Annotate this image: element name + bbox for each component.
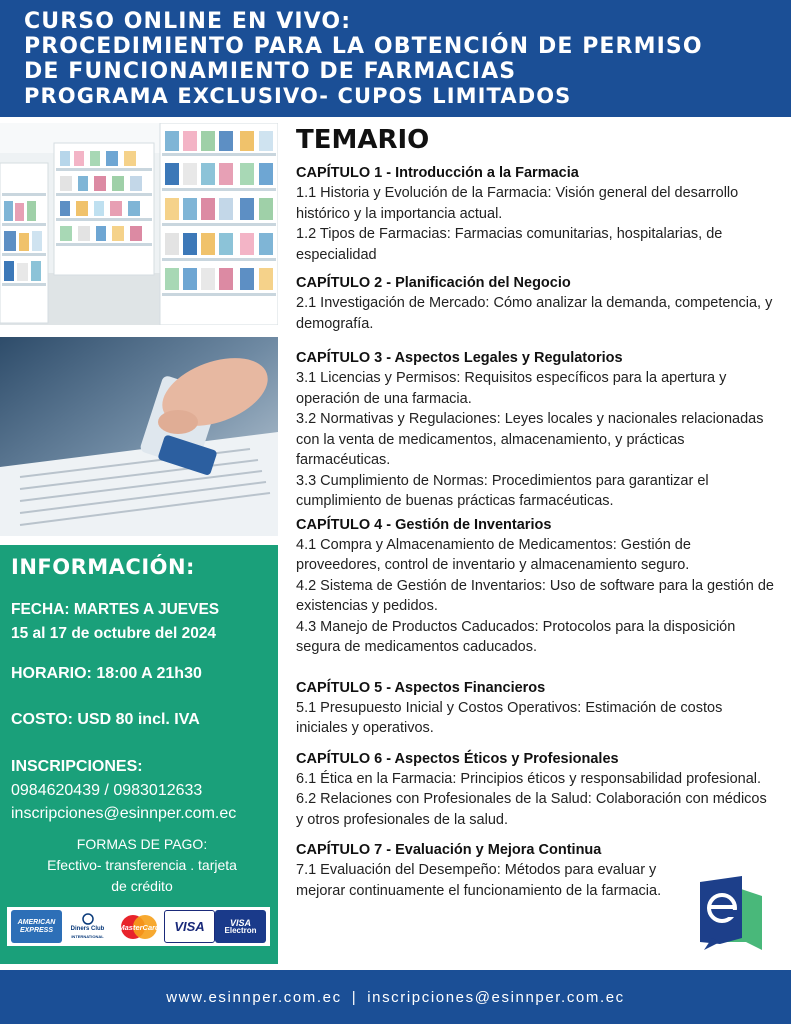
fecha-label: FECHA: MARTES A JUEVES	[11, 601, 220, 618]
chapter-item: 3.3 Cumplimiento de Normas: Procedimientos para garantizar el cumplimiento de buenas prácticas farmacéuticas.	[296, 472, 709, 509]
payment-cards-strip	[7, 907, 270, 946]
payment-methods	[11, 834, 273, 897]
mastercard-logo	[113, 910, 164, 943]
chapter-item: 4.3 Manejo de Productos Caducados: Protocolos para la disposición segura de medicamentos caducados.	[296, 618, 736, 655]
chapter-title: CAPÍTULO 5 - Aspectos Financieros	[296, 679, 546, 696]
chapter-title: CAPÍTULO 4 - Gestión de Inventarios	[296, 516, 552, 533]
info-panel	[0, 545, 278, 964]
mastercard-label: MasterCard	[117, 922, 160, 932]
chapter-item: 3.2 Normativas y Regulaciones: Leyes locales y nacionales relacionadas con la venta de medicamentos, almacenamiento, y prácticas farmacéuticas.	[296, 411, 764, 468]
header-line-1: CURSO ONLINE EN VIVO:	[24, 9, 352, 34]
payment-title: FORMAS DE PAGO:	[76, 836, 208, 852]
diners-label: Diners Club	[70, 925, 105, 932]
footer-email-link[interactable]: inscripciones@esinnper.com.ec	[367, 988, 625, 1006]
footer-website-link[interactable]: www.esinnper.com.ec	[166, 988, 342, 1006]
pharmacy-shelves-photo	[0, 123, 278, 325]
visa-electron-bottom: Electron	[224, 925, 257, 935]
visa-logo: VISA	[164, 910, 215, 943]
payment-line-1: Efectivo- transferencia . tarjeta	[47, 857, 237, 873]
visa-electron-top: VISA	[230, 917, 252, 928]
payment-line-2: de crédito	[111, 878, 173, 894]
chapter-item: 3.1 Licencias y Permisos: Requisitos específicos para la apertura y operación de una farmacia.	[296, 370, 727, 407]
footer-separator: |	[351, 988, 358, 1006]
chapter-title: CAPÍTULO 2 - Planificación del Negocio	[296, 275, 571, 291]
chapter-title: CAPÍTULO 1 - Introducción a la Farmacia	[296, 165, 579, 181]
chapter-item: 6.2 Relaciones con Profesionales de la Salud: Colaboración con médicos y otros profesionales de la salud.	[296, 791, 767, 828]
chapter-4	[296, 515, 776, 658]
chapter-item: 5.1 Presupuesto Inicial y Costos Operativos: Estimación de costos iniciales y operativos.	[296, 699, 723, 736]
course-header	[0, 0, 791, 117]
info-title: INFORMACIÓN:	[11, 555, 195, 579]
fecha-value: 15 al 17 de octubre del 2024	[11, 625, 217, 642]
chapter-title: CAPÍTULO 6 - Aspectos Éticos y Profesionales	[296, 750, 619, 767]
footer-bar	[0, 970, 791, 1024]
temario-section	[296, 123, 776, 909]
chapter-item: 6.1 Ética en la Farmacia: Principios éticos y responsabilidad profesional.	[296, 770, 762, 787]
chapter-title: CAPÍTULO 7 - Evaluación y Mejora Continua	[296, 842, 602, 858]
esinnper-logo	[700, 872, 764, 952]
chapter-item: 2.1 Investigación de Mercado: Cómo analizar la demanda, competencia, y demografía.	[296, 295, 773, 332]
chapter-5	[296, 678, 776, 739]
header-line-2: PROCEDIMIENTO PARA LA OBTENCIÓN DE PERMISO	[24, 34, 703, 59]
phone-numbers: 0984620439 / 0983012633	[11, 782, 203, 799]
chapter-2	[296, 273, 776, 334]
chapter-3	[296, 348, 776, 512]
chapter-title: CAPÍTULO 3 - Aspectos Legales y Regulatorios	[296, 350, 623, 366]
chapter-item: 4.1 Compra y Almacenamiento de Medicamentos: Gestión de proveedores, control de inventario y almacenamiento seguro.	[296, 536, 691, 573]
diners-circle-icon	[81, 913, 95, 925]
diners-sub-label: INTERNATIONAL	[71, 933, 104, 939]
header-line-3: DE FUNCIONAMIENTO DE FARMACIAS	[24, 59, 517, 84]
inscripciones-label: INSCRIPCIONES:	[11, 758, 143, 775]
chapter-item: 4.2 Sistema de Gestión de Inventarios: Uso de software para la gestión de existencias y pedidos.	[296, 577, 774, 614]
costo-text: COSTO: USD 80 incl. IVA	[11, 711, 200, 728]
chapter-item: 1.1 Historia y Evolución de la Farmacia: Visión general del desarrollo histórico y la importancia actual.	[296, 185, 739, 222]
contact-email[interactable]: inscripciones@esinnper.com.ec	[11, 805, 237, 822]
chapter-item: 1.2 Tipos de Farmacias: Farmacias comunitarias, hospitalarias, de especialidad	[296, 226, 723, 263]
chapter-6	[296, 749, 776, 831]
american-express-logo: AMERICAN EXPRESS	[11, 910, 62, 943]
temario-title: TEMARIO	[296, 125, 430, 155]
chapter-item: 7.1 Evaluación del Desempeño: Métodos para evaluar y mejorar continuamente el funcionamiento de la farmacia.	[296, 862, 662, 899]
stamp-document-photo	[0, 337, 278, 536]
chapter-1	[296, 163, 776, 265]
visa-electron-logo	[215, 910, 266, 943]
header-line-4: PROGRAMA EXCLUSIVO- CUPOS LIMITADOS	[24, 84, 572, 108]
horario-text: HORARIO: 18:00 A 21h30	[11, 665, 202, 682]
diners-club-logo	[62, 910, 113, 943]
